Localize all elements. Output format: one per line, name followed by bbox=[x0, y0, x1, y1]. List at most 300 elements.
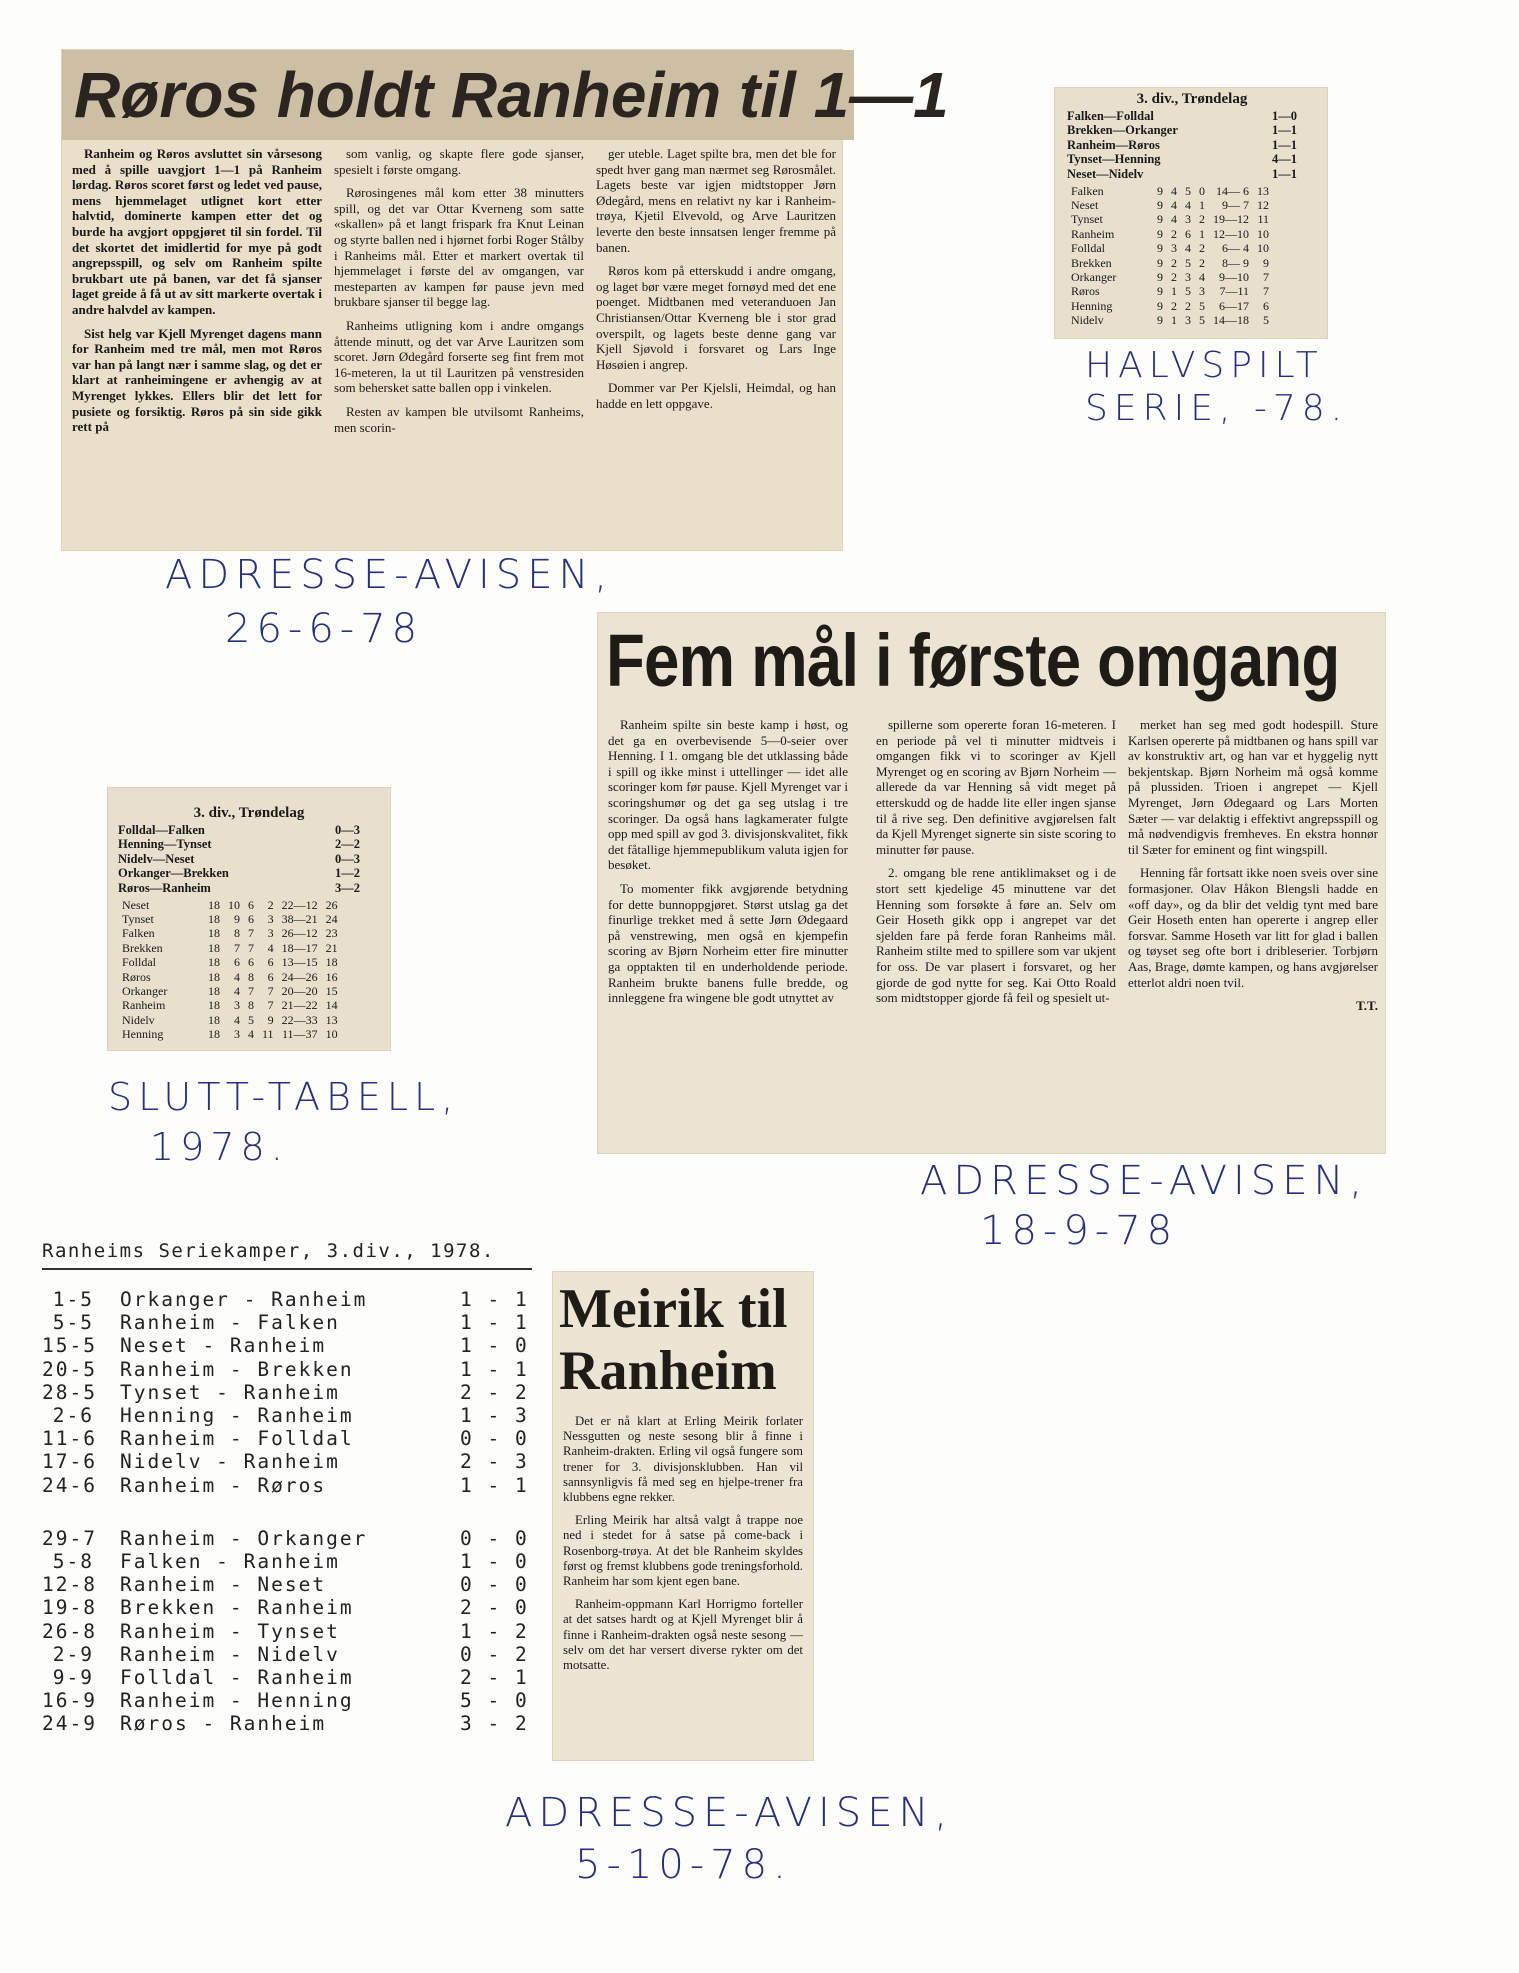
standings-cell: 9—10 bbox=[1219, 270, 1249, 284]
standings-cell: 10 bbox=[1257, 241, 1269, 256]
standings-cell: 2 bbox=[1199, 212, 1205, 227]
standings-cell: 18 bbox=[208, 984, 220, 998]
table-title: 3. div., Trøndelag bbox=[193, 805, 305, 821]
result-row bbox=[118, 866, 380, 881]
standings-cell: 8 bbox=[234, 926, 240, 941]
standings-grid bbox=[1067, 184, 1273, 328]
standings-cell: 9 bbox=[1157, 212, 1163, 227]
standings-cell: 3 bbox=[1199, 284, 1205, 299]
match-score: 1 - 1 bbox=[460, 1311, 529, 1335]
standings-cell: 26 bbox=[325, 897, 338, 912]
headline-meirik-line-2: Ranheim bbox=[559, 1340, 777, 1402]
standings-cell: 4 bbox=[1185, 241, 1191, 256]
match-score: 1 - 0 bbox=[460, 1550, 529, 1573]
standings-cell: 20—20 bbox=[281, 984, 318, 998]
standings-cell: 9 bbox=[234, 911, 240, 926]
standings-cell: 9 bbox=[1157, 298, 1163, 313]
match-teams: Folldal - Ranheim bbox=[120, 1666, 354, 1689]
signature: T.T. bbox=[1356, 998, 1378, 1014]
result-row bbox=[118, 837, 380, 852]
standings-cell: 4 bbox=[1171, 212, 1177, 227]
standings-cell: 14 bbox=[325, 998, 338, 1013]
standings-cell: 2 bbox=[1171, 255, 1177, 270]
team-name: Folldal bbox=[122, 955, 157, 970]
match-score: 1 - 2 bbox=[460, 1619, 529, 1643]
result-score: 1—1 bbox=[1272, 123, 1297, 138]
standings-cell: 18—17 bbox=[281, 940, 318, 955]
match-date: 16-9 bbox=[42, 1689, 97, 1713]
team-name: Orkanger bbox=[122, 984, 168, 998]
standings-cell: 7 bbox=[248, 984, 254, 998]
standings-cell: 7 bbox=[1263, 270, 1269, 284]
team-name: Neset bbox=[1071, 197, 1099, 212]
paragraph: Det er nå klart at Erling Meirik forlater Nessgutten og neste sesong blir å finne i Ranheim-drakten. Erling vil også fungere som trener for 3. divisjonsklubben. Han vil sannsynligvis få med seg en hjelpe-trener fra klubbens egne rekker. bbox=[563, 1414, 803, 1505]
team-name: Ranheim bbox=[122, 998, 166, 1013]
standings-cell: 12—10 bbox=[1213, 226, 1249, 241]
result-match: Tynset—Henning bbox=[1067, 152, 1161, 167]
standings-cell: 5 bbox=[248, 1012, 254, 1027]
team-name: Henning bbox=[1071, 298, 1113, 313]
standings-cell: 7 bbox=[267, 984, 274, 998]
standings-cell: 18 bbox=[208, 955, 220, 970]
result-row bbox=[1067, 109, 1317, 124]
standings-row bbox=[1067, 256, 1273, 270]
result-match: Falken—Folldal bbox=[1067, 108, 1154, 123]
standings-cell: 6— 4 bbox=[1222, 241, 1249, 256]
standings-cell: 6 bbox=[248, 897, 254, 912]
match-teams: Ranheim - Neset bbox=[120, 1573, 327, 1597]
note-line: 18-9-78 bbox=[980, 1208, 1179, 1254]
standings-cell: 4 bbox=[1171, 197, 1177, 212]
note-line: SLUTT-TABELL, bbox=[108, 1075, 460, 1119]
standings-cell: 6—17 bbox=[1219, 298, 1249, 313]
standings-cell: 16 bbox=[325, 969, 338, 984]
standings-cell: 7 bbox=[248, 926, 254, 941]
paragraph: Ranheims utligning kom i andre omgangs åttende minutt, og det var Arve Lauritzen som scoret. Jørn Ødegård forserte seg fint frem mot 16-meteren, la ut til Lauritzen på venstresiden som behersket satte ballen opp i vinkelen. bbox=[334, 317, 584, 396]
team-name: Nidelv bbox=[1071, 313, 1104, 328]
standings-cell: 5 bbox=[1263, 313, 1269, 328]
match-score: 3 - 2 bbox=[460, 1712, 529, 1736]
standings-cell: 18 bbox=[208, 969, 220, 984]
article-column-1 bbox=[72, 146, 322, 546]
standings-cell: 3 bbox=[1185, 270, 1191, 284]
match-date: 17-6 bbox=[42, 1450, 97, 1474]
standings-cell: 22—33 bbox=[281, 1012, 318, 1027]
standings-cell: 4 bbox=[1185, 197, 1191, 212]
paragraph: Henning får fortsatt ikke noen sveis over sine formasjoner. Olav Håkon Blengsli hadde en «off day», og da blir det veldig tynt med bare Geir Hoseth enten han opererte i angrep eller forsvar. Samme Hoseth var litt for glad i ballen og tøyset seg ofte bort i dribleserier. Torbjørn Aas, Brage, dømte kampen, og hans avgjørelser etterlot aldri noen tvil. bbox=[1128, 865, 1378, 990]
team-name: Neset bbox=[122, 897, 150, 912]
standings-cell: 4 bbox=[234, 984, 240, 998]
match-date: 11-6 bbox=[42, 1427, 97, 1451]
result-score: 1—1 bbox=[1272, 166, 1297, 181]
note-line: 5-10-78. bbox=[575, 1842, 792, 1888]
result-score: 1—2 bbox=[335, 866, 360, 881]
article-column-2 bbox=[334, 146, 584, 546]
standings-cell: 3 bbox=[1171, 241, 1177, 256]
paragraph: To momenter fikk avgjørende betydning for dette bunnoppgjøret. Størst utslag ga det finurlige trekket med å sette Jørn Ødegaard på venstrewing, men også en kjempefin scoring av Bjørn Norheim etter fire minutter ga opptakten til en underholdende periode. Ranheim brukte banens fulle bredde, og innleggene fra wingene ble godt utnyttet av bbox=[608, 880, 848, 1006]
standings-cell: 21 bbox=[325, 940, 338, 955]
schedule-title: Ranheims Seriekamper, 3.div., 1978. bbox=[42, 1240, 495, 1262]
match-date: 9-9 bbox=[52, 1666, 94, 1689]
match-date: 15-5 bbox=[42, 1334, 97, 1358]
team-name: Nidelv bbox=[122, 1012, 155, 1027]
note-line: 26-6-78 bbox=[225, 606, 424, 652]
match-teams: Ranheim - Falken bbox=[120, 1311, 340, 1335]
match-teams: Nidelv - Ranheim bbox=[120, 1450, 340, 1474]
match-teams: Neset - Ranheim bbox=[120, 1334, 327, 1358]
paragraph: Resten av kampen ble utvilsomt Ranheims, men scorin- bbox=[334, 403, 584, 435]
result-row bbox=[118, 823, 380, 838]
handwritten-note-final bbox=[108, 1075, 459, 1169]
standings-cell: 6 bbox=[267, 955, 274, 970]
standings-cell: 15 bbox=[325, 984, 338, 998]
standings-cell: 18 bbox=[325, 955, 338, 970]
handwritten-note-midseason bbox=[1085, 345, 1348, 429]
standings-cell: 3 bbox=[267, 926, 274, 941]
result-match: Folldal—Falken bbox=[118, 822, 205, 837]
match-teams: Ranheim - Brekken bbox=[120, 1357, 354, 1381]
standings-cell: 5 bbox=[1185, 284, 1191, 299]
standings-cell: 3 bbox=[1185, 212, 1191, 227]
match-teams: Falken - Ranheim bbox=[120, 1550, 340, 1573]
match-score: 2 - 3 bbox=[460, 1450, 529, 1474]
standings-row bbox=[118, 998, 342, 1012]
match-teams: Ranheim - Henning bbox=[120, 1689, 354, 1713]
standings-cell: 5 bbox=[1199, 298, 1205, 313]
match-date: 28-5 bbox=[42, 1380, 97, 1404]
standings-cell: 3 bbox=[267, 911, 274, 926]
standings-cell: 13 bbox=[325, 1012, 338, 1027]
standings-row bbox=[1067, 198, 1273, 212]
standings-cell: 2 bbox=[267, 897, 274, 912]
note-line: ADRESSE-AVISEN, bbox=[505, 1790, 954, 1836]
standings-cell: 6 bbox=[248, 955, 254, 970]
standings-table-final bbox=[118, 806, 380, 1042]
standings-row bbox=[1067, 241, 1273, 255]
result-row bbox=[1067, 167, 1317, 182]
match-score: 0 - 2 bbox=[460, 1642, 529, 1666]
match-date: 20-5 bbox=[42, 1357, 97, 1381]
standings-cell: 4 bbox=[248, 1027, 254, 1042]
team-name: Falken bbox=[122, 926, 155, 941]
note-line: ADRESSE-AVISEN, bbox=[165, 552, 614, 598]
result-score: 1—0 bbox=[1272, 108, 1297, 123]
article-column-3 bbox=[596, 146, 836, 546]
match-score: 1 - 3 bbox=[460, 1404, 529, 1427]
note-line: HALVSPILT bbox=[1085, 345, 1324, 386]
team-name: Røros bbox=[1071, 284, 1100, 299]
result-row bbox=[118, 881, 380, 896]
team-name: Falken bbox=[1071, 183, 1104, 198]
standings-row bbox=[118, 955, 342, 969]
standings-cell: 9 bbox=[1157, 313, 1163, 328]
match-date: 1-5 bbox=[52, 1288, 94, 1311]
standings-cell: 3 bbox=[234, 998, 240, 1013]
standings-cell: 0 bbox=[1199, 183, 1205, 198]
team-name: Ranheim bbox=[1071, 226, 1115, 241]
team-name: Tynset bbox=[122, 911, 154, 926]
paragraph: Rørosingenes mål kom etter 38 minutters spill, og det var Ottar Kverneng som satte «skallen» på et langt frispark fra Knut Leinan og styrte ballen ned i hjørnet forbi Roger Stålby i Ranheims mål. Etter et markert overtak til hjemmelaget i første del av omgangen, var mesteparten av kampen før pause jevn med brukbare sjanser til begge lag. bbox=[334, 185, 584, 310]
match-score: 0 - 0 bbox=[460, 1427, 529, 1451]
match-score: 2 - 0 bbox=[460, 1596, 529, 1620]
standings-cell: 18 bbox=[208, 998, 220, 1013]
article-column-1 bbox=[608, 717, 848, 1147]
paragraph: merket han seg med godt hodespill. Sture Karlsen opererte på midtbanen og hans spill var av konstruktiv art, og han var et hyggelig nytt bekjentskap. Bjørn Norheim må også komme på plussiden. Trioen i angrepet — Kjell Myrenget, Jørn Ødegaard og Lars Morten Sæter — var delaktig i effektivt angrepsspill og må nødvendigvis fremheves. En ekstra honnør til Sæter for eminent og fint wingspill. bbox=[1128, 717, 1378, 857]
standings-cell: 4 bbox=[234, 1012, 240, 1027]
paragraph: 2. omgang ble rene antiklimakset og i de stort sett kjedelige 45 minuttene var det Henning som forsøkte å føre an. Selv om Geir Hoseth gikk opp i angrepet var det sjelden fare på ferde foran Ranheims mål. Ranheim stilte med to spillere som var ukjent for oss. De var plasert i forsvaret, og her gjorde de god nytte for seg. Kai Otto Roald som midtstopper gjorde få feil og spesielt ut- bbox=[876, 865, 1116, 1006]
match-date: 24-9 bbox=[42, 1712, 97, 1736]
standings-row bbox=[1067, 212, 1273, 226]
match-teams: Tynset - Ranheim bbox=[120, 1380, 340, 1404]
standings-cell: 7—11 bbox=[1219, 284, 1249, 299]
match-teams: Røros - Ranheim bbox=[120, 1712, 327, 1736]
standings-row bbox=[1067, 227, 1273, 241]
result-match: Nidelv—Neset bbox=[118, 851, 195, 866]
match-date: 19-8 bbox=[42, 1596, 97, 1620]
standings-cell: 7 bbox=[248, 940, 254, 955]
team-name: Tynset bbox=[1071, 212, 1103, 227]
article-column-2 bbox=[876, 717, 1116, 1147]
standings-row bbox=[118, 941, 342, 955]
standings-cell: 10 bbox=[1257, 226, 1269, 241]
standings-clipping-final bbox=[108, 788, 390, 1050]
headline-fem-mal: Fem mål i første omgang bbox=[606, 619, 1340, 702]
standings-cell: 1 bbox=[1171, 284, 1177, 299]
match-teams: Ranheim - Tynset bbox=[120, 1619, 340, 1643]
match-teams: Ranheim - Folldal bbox=[120, 1427, 354, 1451]
paragraph: ger uteble. Laget spilte bra, men det ble for spedt hver gang man nærmet seg Rørosmålet. Lagets beste var igjen midtstopper Jørn Ødegård, mens en relativt ny kar i Ranheim-trøya, Kjetil Elvevold, og Arve Lauritzen leverte den beste innsatsen lenger fremme på banen. bbox=[596, 146, 836, 255]
standings-cell: 9 bbox=[267, 1012, 274, 1027]
standings-cell: 18 bbox=[208, 911, 220, 926]
match-score: 1 - 1 bbox=[460, 1357, 529, 1381]
match-date: 5-8 bbox=[52, 1550, 94, 1573]
standings-cell: 18 bbox=[208, 897, 220, 912]
match-date: 2-6 bbox=[52, 1404, 94, 1427]
standings-cell: 9 bbox=[1157, 255, 1163, 270]
standings-cell: 11—37 bbox=[282, 1027, 318, 1042]
team-name: Brekken bbox=[122, 940, 163, 955]
standings-cell: 6 bbox=[234, 955, 240, 970]
note-line: SERIE, -78. bbox=[1085, 388, 1349, 429]
match-teams: Brekken - Ranheim bbox=[120, 1596, 354, 1620]
article-body bbox=[563, 1414, 803, 1754]
standings-cell: 9 bbox=[1157, 183, 1163, 198]
result-row bbox=[1067, 123, 1317, 138]
paragraph: Ranheim spilte sin beste kamp i høst, og det ga en overbevisende 5—0-seier over Henning. I 1. omgang ble det utklassing både i spill og ikke minst i uttellinger — idet alle scoringer kom før pause. Kjell Myrenget var i scoringshumør og det ga seg utslag i tre scoringer. Da også hans lagkamerater fulgte opp med spill av god 3. divisjonskvalitet, fikk det fåtallige hjemmepublikum valuta igjen for besøket. bbox=[608, 717, 848, 873]
match-date: 29-7 bbox=[42, 1526, 97, 1550]
standings-cell: 6 bbox=[1263, 298, 1269, 313]
team-name: Røros bbox=[122, 969, 151, 984]
result-row bbox=[1067, 152, 1317, 167]
paragraph: Ranheim og Røros avsluttet sin vårsesong med å spille uavgjort 1—1 på Ranheim lørdag. Røros scoret først og ledet ved pause, mens hjemmelaget utlignet kort etter halvtid, dominerte kampen etter det og burde ha avgjort oppgjøret til sin fordel. Til det skortet det imidlertid for mye på godt angrepsspill, og selv om Ranheim spilte brukbart ute på banen, var det få sjanser laget greide å få ut av sitt markerte overtak i andre halvdel av kampen. bbox=[72, 146, 322, 317]
schedule-title-rule bbox=[42, 1268, 532, 1270]
result-match: Henning—Tynset bbox=[118, 837, 212, 852]
standings-cell: 22—12 bbox=[281, 897, 318, 912]
standings-row bbox=[118, 912, 342, 926]
match-teams: Orkanger - Ranheim bbox=[120, 1288, 368, 1311]
standings-cell: 2 bbox=[1185, 298, 1191, 313]
standings-row bbox=[1067, 284, 1273, 298]
standings-cell: 12 bbox=[1257, 197, 1269, 212]
match-schedule bbox=[42, 1240, 542, 1760]
standings-cell: 9 bbox=[1157, 270, 1163, 284]
standings-cell: 10 bbox=[325, 1027, 338, 1042]
team-name: Henning bbox=[122, 1027, 164, 1042]
result-match: Brekken—Orkanger bbox=[1067, 123, 1178, 138]
standings-cell: 2 bbox=[1171, 270, 1177, 284]
match-date: 26-8 bbox=[42, 1619, 97, 1643]
standings-cell: 4 bbox=[234, 969, 240, 984]
standings-cell: 26—12 bbox=[281, 926, 318, 941]
handwritten-note-source bbox=[165, 552, 613, 652]
note-line: 1978. bbox=[150, 1125, 289, 1169]
team-name: Orkanger bbox=[1071, 270, 1117, 284]
standings-cell: 18 bbox=[208, 926, 220, 941]
note-line: ADRESSE-AVISEN, bbox=[920, 1158, 1369, 1204]
standings-cell: 9 bbox=[1157, 226, 1163, 241]
standings-cell: 7 bbox=[234, 940, 240, 955]
standings-grid bbox=[118, 898, 342, 1042]
match-teams: Ranheim - Orkanger bbox=[120, 1526, 368, 1550]
standings-cell: 7 bbox=[1263, 284, 1269, 299]
result-score: 4—1 bbox=[1272, 152, 1297, 167]
match-score: 1 - 1 bbox=[460, 1288, 529, 1311]
handwritten-note-source bbox=[920, 1158, 1368, 1254]
result-row bbox=[1067, 138, 1317, 153]
standings-cell: 3 bbox=[234, 1027, 240, 1042]
standings-cell: 9 bbox=[1157, 241, 1163, 256]
standings-cell: 1 bbox=[1171, 313, 1177, 328]
article-column-3 bbox=[1128, 717, 1378, 1147]
standings-cell: 6 bbox=[248, 911, 254, 926]
result-match: Orkanger—Brekken bbox=[118, 866, 229, 881]
headline-meirik-line-1: Meirik til bbox=[559, 1278, 788, 1340]
match-score: 2 - 1 bbox=[460, 1666, 529, 1689]
standings-cell: 21—22 bbox=[281, 998, 318, 1013]
standings-cell: 9 bbox=[1157, 284, 1163, 299]
standings-cell: 23 bbox=[325, 926, 338, 941]
standings-cell: 4 bbox=[267, 940, 274, 955]
result-row bbox=[118, 852, 380, 867]
clipping-fem-mal bbox=[598, 613, 1385, 1153]
standings-row bbox=[1067, 299, 1273, 313]
standings-cell: 18 bbox=[208, 940, 220, 955]
standings-cell: 1 bbox=[1199, 226, 1205, 241]
standings-table-midseason bbox=[1067, 92, 1317, 328]
match-score: 1 - 1 bbox=[460, 1473, 529, 1497]
standings-cell: 5 bbox=[1199, 313, 1205, 328]
standings-cell: 13 bbox=[1257, 183, 1269, 198]
clipping-roros-ranheim bbox=[62, 50, 949, 550]
match-score: 0 - 0 bbox=[460, 1526, 529, 1550]
result-match: Røros—Ranheim bbox=[118, 880, 211, 895]
standings-row bbox=[118, 926, 342, 940]
result-score: 2—2 bbox=[335, 837, 360, 852]
standings-cell: 9 bbox=[1157, 197, 1163, 212]
standings-cell: 18 bbox=[208, 1027, 220, 1042]
standings-cell: 11 bbox=[1257, 212, 1269, 227]
result-score: 1—1 bbox=[1272, 137, 1297, 152]
handwritten-note-source bbox=[505, 1790, 953, 1888]
standings-cell: 11 bbox=[262, 1027, 274, 1042]
result-match: Ranheim—Røros bbox=[1067, 137, 1160, 152]
standings-row bbox=[118, 970, 342, 984]
standings-row bbox=[1067, 270, 1273, 284]
paragraph: som vanlig, og skapte flere gode sjanser, spesielt i første omgang. bbox=[334, 146, 584, 177]
team-name: Brekken bbox=[1071, 255, 1112, 270]
standings-cell: 3 bbox=[1185, 313, 1191, 328]
standings-cell: 24 bbox=[325, 911, 338, 926]
match-teams: Henning - Ranheim bbox=[120, 1404, 354, 1427]
standings-cell: 18 bbox=[208, 1012, 220, 1027]
match-date: 12-8 bbox=[42, 1573, 97, 1597]
standings-cell: 10 bbox=[228, 897, 240, 912]
standings-cell: 4 bbox=[1171, 183, 1177, 198]
paragraph: Erling Meirik har altså valgt å trappe noe ned i stedet for å satse på come-back i Rosenborg-trøya. At det ble Ranheim skyldes først og fremst klubbens gode treningsforhold. Ranheim har som kjent egen bane. bbox=[563, 1513, 803, 1589]
result-score: 0—3 bbox=[335, 851, 360, 866]
paragraph: Dommer var Per Kjelsli, Heimdal, og han hadde en lett oppgave. bbox=[596, 380, 836, 411]
paragraph: Sist helg var Kjell Myrenget dagens mann for Ranheim med tre mål, men mot Røros var han på langt nær i samme slag, og det er klart at ranheimingene er avhengig av at Myrenget lykkes. Ellers blir det lett for pusiete og forsiktig. Røros på sin side gikk rett på bbox=[72, 325, 322, 435]
standings-cell: 5 bbox=[1185, 183, 1191, 198]
standings-cell: 8 bbox=[248, 998, 254, 1013]
result-score: 3—2 bbox=[335, 880, 360, 895]
standings-cell: 14—18 bbox=[1213, 313, 1249, 328]
standings-row bbox=[1067, 313, 1273, 327]
match-teams: Ranheim - Nidelv bbox=[120, 1642, 340, 1666]
standings-row bbox=[118, 1013, 342, 1027]
standings-cell: 2 bbox=[1199, 255, 1205, 270]
standings-cell: 6 bbox=[1185, 226, 1191, 241]
match-date: 24-6 bbox=[42, 1473, 97, 1497]
standings-row bbox=[118, 1027, 342, 1041]
standings-cell: 4 bbox=[1199, 270, 1205, 284]
match-date: 2-9 bbox=[52, 1642, 94, 1666]
standings-cell: 24—26 bbox=[281, 969, 318, 984]
standings-cell: 2 bbox=[1171, 226, 1177, 241]
table-title: 3. div., Trøndelag bbox=[1136, 91, 1248, 107]
standings-cell: 1 bbox=[1199, 197, 1205, 212]
clipping-meirik bbox=[553, 1272, 813, 1760]
standings-cell: 6 bbox=[267, 969, 274, 984]
standings-cell: 9— 7 bbox=[1222, 197, 1249, 212]
standings-clipping-midseason bbox=[1055, 88, 1327, 338]
standings-cell: 8— 9 bbox=[1222, 255, 1249, 270]
standings-cell: 13—15 bbox=[281, 955, 318, 970]
match-date: 5-5 bbox=[52, 1311, 94, 1335]
headline-roros-ranheim: Røros holdt Ranheim til 1—1 bbox=[62, 50, 854, 140]
match-teams: Ranheim - Røros bbox=[120, 1473, 327, 1497]
result-score: 0—3 bbox=[335, 822, 360, 837]
paragraph: Ranheim-oppmann Karl Horrigmo forteller at det satses hardt og at Kjell Myrenget blir å finne i Ranheim-drakten også neste sesong — selv om det har versert diverse rykter om det motsatte. bbox=[563, 1597, 803, 1673]
standings-cell: 7 bbox=[267, 998, 274, 1013]
result-match: Neset—Nidelv bbox=[1067, 166, 1144, 181]
standings-cell: 19—12 bbox=[1213, 212, 1249, 227]
standings-cell: 8 bbox=[248, 969, 254, 984]
paragraph: Røros kom på etterskudd i andre omgang, og laget bør være meget fornøyd med det ene poenget. Midtbanen med veteranduoen Jan Christiansen/Ottar Kverneng ble i stor grad overspilt, og lagets beste denne gang var Kjell Sjøvold i forsvaret og Lars Inge Høsøien i angrep. bbox=[596, 263, 836, 372]
match-score: 5 - 0 bbox=[460, 1689, 529, 1713]
paragraph: spillerne som opererte foran 16-meteren. I en periode på vel ti minutter midtveis i omgangen fikk vi to scoringer av Kjell Myrenget og en scoring av Bjørn Norheim — allerede da var Henning så vidt meget på etterskudd og de hadde lite eller ingen sjanse til å rive seg. Den definitive avgjørelsen falt da Kjell Myrenget signerte sin siste scoring to minutter før pause. bbox=[876, 717, 1116, 857]
standings-row bbox=[1067, 184, 1273, 198]
match-score: 2 - 2 bbox=[460, 1380, 529, 1404]
standings-cell: 2 bbox=[1199, 241, 1205, 256]
standings-row bbox=[118, 898, 342, 912]
standings-cell: 38—21 bbox=[281, 911, 318, 926]
match-score: 0 - 0 bbox=[460, 1573, 529, 1597]
team-name: Folldal bbox=[1071, 241, 1106, 256]
standings-cell: 5 bbox=[1185, 255, 1191, 270]
standings-cell: 9 bbox=[1263, 255, 1269, 270]
standings-cell: 2 bbox=[1171, 298, 1177, 313]
